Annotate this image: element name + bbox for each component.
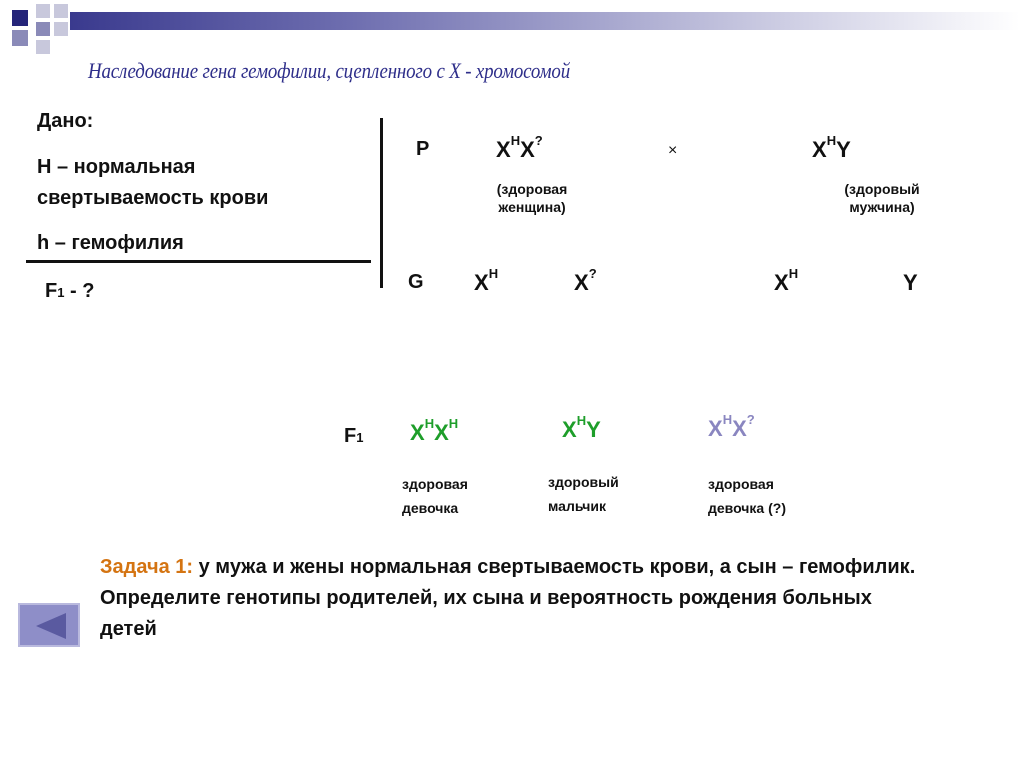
given-divider (26, 260, 371, 263)
offspring-2-description: здоровый мальчик (548, 474, 619, 514)
header-gradient-bar (70, 12, 1020, 30)
parents-label: P (416, 138, 430, 160)
task-text (100, 552, 930, 645)
back-arrow-icon (36, 613, 66, 639)
back-button[interactable] (18, 603, 80, 647)
offspring-1-genotype: $X^HX^H$ (410, 416, 459, 445)
offspring-1-description: здоровая девочка (402, 476, 468, 516)
female-description: (здоровая женщина) (496, 181, 568, 215)
gamete-male-2: Y (903, 270, 918, 295)
male-description: (здоровый мужчина) (844, 181, 920, 215)
offspring-3-description: здоровая девочка (?) (708, 476, 786, 516)
offspring-3-genotype: $X^HX^?$ (708, 412, 755, 441)
find-question: F1 - ? (45, 280, 95, 302)
cross-sign: × (668, 142, 678, 159)
given-line-3: h – гемофилия (37, 232, 184, 254)
gamete-female-2: X? (574, 266, 597, 295)
gametes-label: G (408, 271, 424, 293)
offspring-2-genotype: $X^HY$ (562, 413, 601, 442)
gamete-male-1: $X^H$ (774, 266, 799, 295)
female-genotype: $X^HX^?$ (496, 133, 543, 162)
offspring-label: F1 (344, 425, 364, 447)
slide-title: Наследование гена гемофилии, сцепленного с X - хромосомой (88, 58, 570, 83)
given-heading: Дано: (37, 110, 94, 132)
male-genotype: $X^HY$ (812, 133, 851, 162)
gamete-female-1: $X^H$ (474, 266, 499, 295)
task-label: Задача 1: (100, 556, 194, 578)
given-line-2: свертываемость крови (37, 187, 269, 209)
vertical-divider (380, 118, 383, 288)
task-body: у мужа и жены нормальная свертываемость крови, а сын – гемофилик. Определите генотипы родителей, их сына и вероятность рождения больных детей (100, 556, 916, 640)
given-line-1: H – нормальная (37, 156, 196, 178)
